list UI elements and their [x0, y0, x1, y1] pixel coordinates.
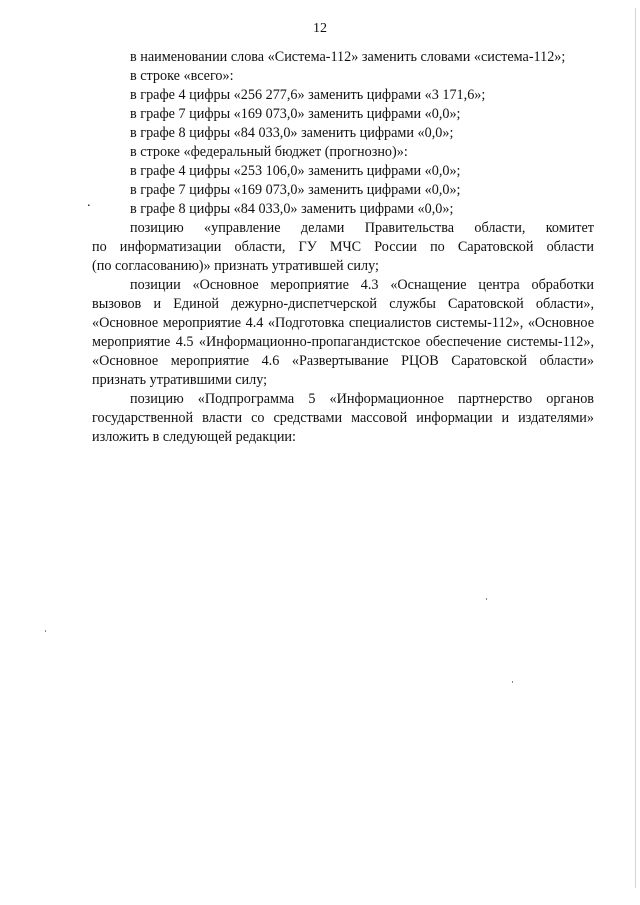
text-line: (по согласованию)» признать утратившей силу;	[92, 258, 379, 274]
text-line: в строке «федеральный бюджет (прогнозно)»:	[130, 144, 408, 160]
stray-mark: .	[87, 195, 91, 210]
text-line: по информатизации области, ГУ МЧС России по Саратовской области	[92, 239, 594, 255]
text-line: в наименовании слова «Система-112» заменить словами «система-112»;	[130, 49, 566, 65]
scan-speck	[45, 630, 46, 632]
text-line: в графе 4 цифры «256 277,6» заменить цифрами «3 171,6»;	[130, 87, 486, 103]
text-line: в строке «всего»:	[130, 68, 234, 84]
text-line: в графе 8 цифры «84 033,0» заменить цифрами «0,0»;	[130, 201, 454, 217]
text-line: признать утратившими силу;	[92, 372, 268, 388]
text-line: позицию «Подпрограмма 5 «Информационное партнерство органов	[130, 391, 594, 407]
scan-speck	[512, 681, 513, 683]
text-line: позиции «Основное мероприятие 4.3 «Оснащение центра обработки	[130, 277, 594, 293]
text-line: изложить в следующей редакции:	[92, 429, 296, 445]
document-body	[92, 48, 594, 447]
text-line: в графе 7 цифры «169 073,0» заменить цифрами «0,0»;	[130, 106, 461, 122]
text-line: мероприятие 4.5 «Информационно-пропагандистское обеспечение системы-112»,	[92, 334, 594, 350]
text-line: вызовов и Единой дежурно-диспетчерской службы Саратовской области»,	[92, 296, 594, 312]
text-line: государственной власти со средствами массовой информации и издателями»	[92, 410, 594, 426]
text-line: в графе 4 цифры «253 106,0» заменить цифрами «0,0»;	[130, 163, 461, 179]
text-line: «Основное мероприятие 4.6 «Развертывание РЦОВ Саратовской области»	[92, 353, 594, 369]
text-line: в графе 8 цифры «84 033,0» заменить цифрами «0,0»;	[130, 125, 454, 141]
scan-speck	[486, 598, 487, 600]
text-line: «Основное мероприятие 4.4 «Подготовка специалистов системы-112», «Основное	[92, 315, 594, 331]
scan-edge-line	[635, 8, 636, 888]
text-line: в графе 7 цифры «169 073,0» заменить цифрами «0,0»;	[130, 182, 461, 198]
page-number: 12	[313, 21, 327, 36]
text-line: позицию «управление делами Правительства области, комитет	[130, 220, 594, 236]
